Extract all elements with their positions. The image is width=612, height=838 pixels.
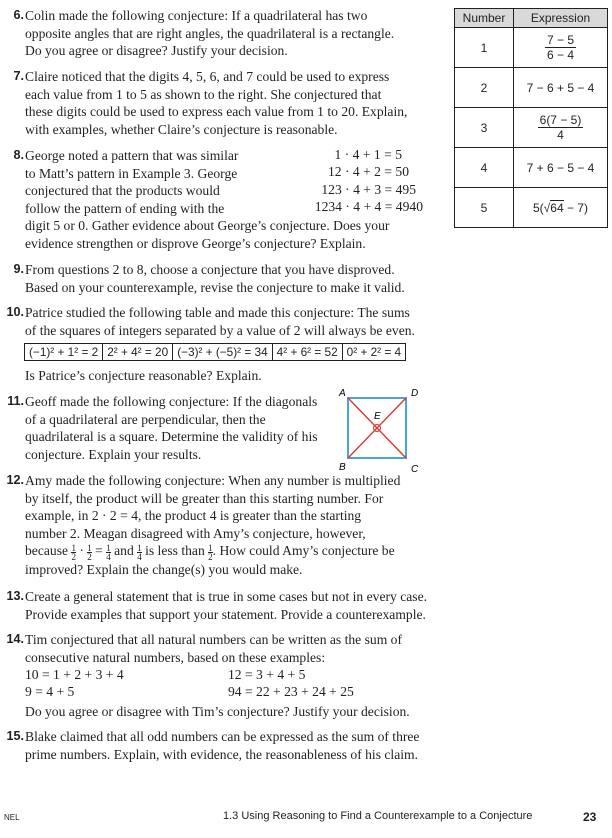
fraction-half: $\frac{1}{2}$	[87, 542, 92, 562]
squares-cell: (−1)² + 1² = 2	[24, 343, 103, 361]
text-line: Do you agree or disagree? Justify your decision.	[25, 43, 288, 59]
quadrilateral-diagram	[333, 384, 428, 476]
text-line: digit 5 or 0. Gather evidence about George’s conjecture. Does your	[25, 218, 390, 234]
question-number: 14.	[6, 632, 24, 646]
number-cell: 3	[455, 108, 514, 148]
question-number: 11.	[7, 394, 24, 408]
square-root-sign: √	[543, 200, 551, 215]
squares-table	[24, 343, 406, 361]
expression-cell: 7 − 6 + 5 − 4	[514, 68, 608, 108]
text-line: George noted a pattern that was similar	[25, 148, 239, 163]
question-number: 8.	[13, 148, 24, 162]
text-line: evidence strengthen or disprove George’s conjecture? Explain.	[25, 235, 366, 251]
footer-publisher: NEL	[4, 813, 20, 822]
text-line: Geoff made the following conjecture: If the diagonals	[25, 394, 318, 409]
text-line: Patrice studied the following table and made this conjecture: The sums	[25, 305, 410, 320]
text-line: Provide examples that support your statement. Provide a counterexample.	[25, 606, 426, 622]
table-row	[455, 28, 608, 68]
text-line: Tim conjectured that all natural numbers can be written as the sum of	[25, 632, 403, 647]
number-cell: 2	[455, 68, 514, 108]
expression-cell: $\frac{7 - 5}{6 - 4}$	[514, 28, 608, 68]
text-line: consecutive natural numbers, based on these examples:	[25, 649, 326, 665]
question-number: 15.	[6, 729, 24, 743]
column-header: Expression	[514, 9, 608, 28]
example-equation: 10 = 1 + 2 + 3 + 4	[25, 667, 124, 682]
question-number: 6.	[13, 8, 24, 22]
table-row	[455, 188, 608, 228]
text-line: Amy made the following conjecture: When any number is multiplied	[25, 473, 401, 488]
text-line: prime numbers. Explain, with evidence, the reasonableness of his claim.	[25, 746, 418, 762]
expression-cell: 7 + 6 − 5 − 4	[514, 148, 608, 188]
text-line: improved? Explain the change(s) you would make.	[25, 561, 303, 577]
pattern-equation: 123 · 4 + 3 = 495	[321, 182, 416, 197]
text-line: opposite angles that are right angles, the quadrilateral is a rectangle.	[25, 25, 395, 41]
fraction-half: $\frac{1}{2}$	[71, 542, 76, 562]
table-row	[455, 68, 608, 108]
text-line: conjecture. Explain your results.	[25, 446, 202, 462]
text-line: each value from 1 to 5 as shown to the right. She conjectured that	[25, 86, 382, 102]
squares-cell: 4² + 6² = 52	[273, 343, 343, 361]
text-line: Colin made the following conjecture: If a quadrilateral has two	[25, 8, 368, 23]
text-line: Create a general statement that is true in some cases but not in every case.	[25, 589, 427, 604]
expression-cell: 5(√64 − 7)	[514, 188, 608, 228]
number-cell: 5	[455, 188, 514, 228]
vertex-label-d: D	[411, 388, 419, 399]
pattern-equation: 1234 · 4 + 4 = 4940	[314, 199, 423, 214]
example-equation: 94 = 22 + 23 + 24 + 25	[228, 684, 354, 699]
example-equation: 9 = 4 + 5	[25, 684, 75, 699]
page-number: 23	[583, 810, 597, 824]
expression-cell: $\frac{6(7 - 5)}{4}$	[514, 108, 608, 148]
vertex-label-a: A	[339, 388, 346, 399]
text-line: Based on your counterexample, revise the conjecture to make it valid.	[25, 279, 405, 295]
expression-table	[454, 8, 608, 228]
example-equation: 12 = 3 + 4 + 5	[228, 667, 306, 682]
text-line: of the squares of integers separated by a value of 2 will always be even.	[25, 322, 415, 338]
pattern-equation: 12 · 4 + 2 = 50	[327, 164, 409, 179]
fraction-quarter: $\frac{1}{4}$	[137, 542, 142, 562]
text-line: follow the pattern of ending with the	[25, 200, 225, 216]
text-line: with examples, whether Claire’s conjecture is reasonable.	[25, 121, 338, 137]
fraction-half: $\frac{1}{2}$	[208, 542, 213, 562]
text-line: quadrilateral is a square. Determine the validity of his	[25, 429, 318, 445]
table-header-row	[455, 9, 608, 28]
number-cell: 1	[455, 28, 514, 68]
question-number: 10.	[6, 305, 24, 319]
column-header: Number	[455, 9, 514, 28]
question-number: 7.	[13, 69, 24, 83]
pattern-equation: 1 · 4 + 1 = 5	[334, 147, 402, 162]
squares-cell: 0² + 2² = 4	[343, 343, 406, 361]
table-row	[455, 148, 608, 188]
vertex-label-e: E	[374, 411, 381, 422]
question-10-followup: Is Patrice’s conjecture reasonable? Explain.	[25, 368, 262, 383]
question-number: 9.	[13, 262, 24, 276]
text-line: by itself, the product will be greater than this starting number. For	[25, 490, 384, 506]
vertex-label-c: C	[411, 464, 419, 475]
number-cell: 4	[455, 148, 514, 188]
table-row	[455, 108, 608, 148]
question-number: 12.	[6, 473, 24, 487]
squares-cell: (−3)² + (−5)² = 34	[173, 343, 272, 361]
question-14-followup: Do you agree or disagree with Tim’s conjecture? Justify your decision.	[25, 704, 410, 719]
text-line: example, in 2 · 2 = 4, the product 4 is greater than the starting	[25, 508, 362, 524]
fraction-quarter: $\frac{1}{4}$	[106, 542, 111, 562]
text-line: Blake claimed that all odd numbers can be expressed as the sum of three	[25, 729, 420, 744]
text-line: conjectured that the products would	[25, 183, 220, 199]
text-line: of a quadrilateral are perpendicular, then the	[25, 411, 266, 427]
fraction-line: because $\frac{1}{2}$ · $\frac{1}{2}$ = $\frac{1}{4}$ and $\frac{1}{4}$ is less than $\frac{1}{2}$ . How could Amy’s conjecture be	[25, 542, 395, 562]
text-line: number 2. Meagan disagreed with Amy’s conjecture, however,	[25, 525, 366, 541]
text-line: to Matt’s pattern in Example 3. George	[25, 165, 238, 181]
vertex-label-b: B	[339, 462, 346, 473]
text-line: these digits could be used to express each value from 1 to 20. Explain,	[25, 104, 408, 120]
question-number: 13.	[6, 589, 24, 603]
text-line: From questions 2 to 8, choose a conjecture that you have disproved.	[25, 262, 395, 277]
footer-section-title: 1.3 Using Reasoning to Find a Counterexample to a Conjecture	[223, 810, 533, 822]
text-line: Claire noticed that the digits 4, 5, 6, and 7 could be used to express	[25, 69, 390, 84]
squares-cell: 2² + 4² = 20	[103, 343, 173, 361]
